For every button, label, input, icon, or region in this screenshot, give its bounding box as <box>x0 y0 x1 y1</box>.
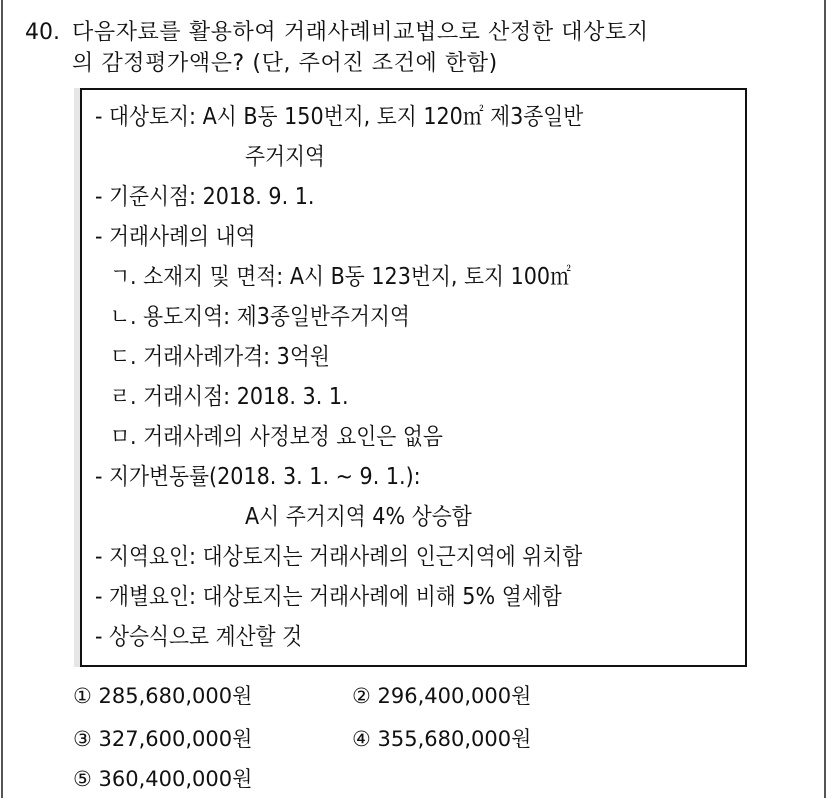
box-line: ㄷ. 거래사례가격: 3억원 <box>110 344 330 370</box>
given-data-box <box>80 88 747 667</box>
box-line: A시 주거지역 4% 상승함 <box>245 504 472 530</box>
box-line: - 지가변동률(2018. 3. 1. ~ 9. 1.): <box>95 464 421 490</box>
option-1[interactable]: ① 285,680,000원 <box>73 684 253 708</box>
option-2[interactable]: ② 296,400,000원 <box>352 684 532 708</box>
box-line: - 개별요인: 대상토지는 거래사례에 비해 5% 열세함 <box>95 584 562 610</box>
question-text-line1: 다음자료를 활용하여 거래사례비교법으로 산정한 대상토지 <box>72 20 649 45</box>
box-line: - 지역요인: 대상토지는 거래사례의 인근지역에 위치함 <box>95 544 583 570</box>
option-5[interactable]: ⑤ 360,400,000원 <box>73 767 253 791</box>
box-line: - 대상토지: A시 B동 150번지, 토지 120㎡ 제3종일반 <box>95 104 584 130</box>
box-line: - 상승식으로 계산할 것 <box>95 624 303 650</box>
box-line: ㄴ. 용도지역: 제3종일반주거지역 <box>110 304 410 330</box>
question-text-line2: 의 감정평가액은? (단, 주어진 조건에 한함) <box>72 51 498 76</box>
box-line: - 기준시점: 2018. 9. 1. <box>95 184 315 210</box>
box-line: - 거래사례의 내역 <box>95 224 256 250</box>
box-line: ㅁ. 거래사례의 사정보정 요인은 없음 <box>110 424 443 450</box>
box-line: 주거지역 <box>245 144 325 170</box>
option-3[interactable]: ③ 327,600,000원 <box>73 727 253 751</box>
box-line: ㄱ. 소재지 및 면적: A시 B동 123번지, 토지 100㎡ <box>110 264 571 290</box>
question-number: 40. <box>25 20 60 45</box>
box-line: ㄹ. 거래시점: 2018. 3. 1. <box>110 384 349 410</box>
option-4[interactable]: ④ 355,680,000원 <box>352 727 532 751</box>
